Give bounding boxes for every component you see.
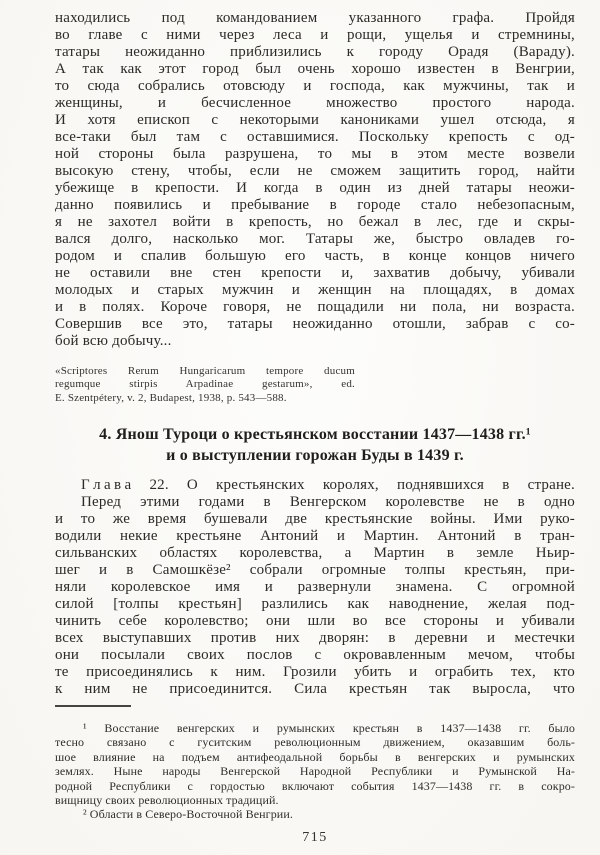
text-line: чинить себе королевство; они шли во все стороны и убивали — [55, 612, 575, 629]
text-line: убежище в крепости. И когда в один из дней татары неожи- — [55, 180, 575, 196]
text-line: сильванских областях королевства, а Мартин в земле Ньир- — [55, 544, 575, 561]
text-line: они посылали своих послов с окровавленным мечом, чтобы — [55, 646, 575, 663]
text-line: водили некие крестьяне Антоний и Мартин. Антоний в тран- — [55, 527, 575, 544]
text-line: шег и в Самошкёзе² собрали огромные толпы крестьян, при- — [55, 561, 575, 578]
text-line: regumque stirpis Arpadinae gestarum», ed. — [55, 378, 355, 391]
text-line: к ним не присоединится. Сила крестьян так выросла, что — [55, 680, 575, 697]
text-line: женщины, и бесчисленное множество простого народа. — [55, 95, 575, 111]
text-line: «Scriptores Rerum Hungaricarum tempore ducum — [55, 365, 355, 377]
text-line: E. Szentpétery, v. 2, Budapest, 1938, p. 543—588. — [55, 391, 287, 404]
page-content — [55, 10, 575, 846]
text-line: всех выступавших против них дворян: в деревни и местечки — [55, 629, 575, 646]
text-line: то сюда собрались отовсюду и господа, как мужчины, так и — [55, 78, 575, 94]
text-line: А так как этот город был очень хорошо известен в Венгрии, — [55, 61, 575, 77]
text-line: родной Республики с гордостью включают события 1437—1438 гг. в сокро- — [55, 778, 575, 793]
text-line: находились под командованием указанного графа. Пройдя — [55, 10, 575, 26]
text-line: и о выступлении горожан Буды в 1439 г. — [166, 446, 464, 464]
section-heading — [55, 424, 575, 466]
text-line: вался долго, насколько мог. Татары же, быстро овладев го- — [55, 231, 575, 247]
continuation-paragraph — [55, 10, 575, 350]
text-line: родом и спалив большую его часть, в конце концов ничего — [55, 248, 575, 264]
text-line: все-таки был там с оставшимися. Поскольку крепость с од- — [55, 129, 575, 145]
text-line: татары неожиданно приблизились к городу Орадя (Вараду). — [55, 44, 575, 60]
footnotes-block — [55, 721, 575, 822]
text-line: ¹ Восстание венгерских и румынских крестьян в 1437—1438 гг. было — [83, 720, 575, 735]
text-line: те присоединялись к ним. Грозили убить и ограбить тех, кто — [55, 663, 575, 680]
text-line: землях. Ныне народы Венгерской Народной Республики и Румынской На- — [55, 764, 575, 779]
text-line: Г л а в а 22. О крестьянских королях, поднявшихся в стране. — [81, 476, 575, 493]
text-line: ² Области в Северо-Восточной Венгрии. — [83, 807, 293, 822]
text-line: силой [толпы крестьян] разлились как наводнение, желая под- — [55, 595, 575, 612]
text-line: 4. Янош Туроци о крестьянском восстании 1437—1438 гг.¹ — [99, 425, 531, 443]
text-line: молодых и старых мужчин и женщин на площадях, в домах — [55, 282, 575, 298]
chapter-paragraph — [55, 477, 575, 698]
text-line: я не захотел войти в крепость, но бежал в лес, где и скры- — [55, 214, 575, 230]
text-line: и то же время бушевали две крестьянские войны. Ими руко- — [55, 510, 575, 527]
text-line: данно появились и пребывание в городе стало небезопасным, — [55, 197, 575, 213]
text-line: тесно связано с гуситским революционным движением, оказавшим боль- — [55, 735, 575, 750]
text-line: вищницу своих революционных традиций. — [55, 792, 279, 807]
page-number: 715 — [302, 829, 328, 845]
text-line: Перед этими годами в Венгерском королевстве не в одно — [81, 493, 575, 510]
text-line: Совершив все это, татары неожиданно отошли, забрав с со- — [55, 316, 575, 332]
text-line: И хотя епископ с некоторыми канониками ушел отсюда, я — [55, 112, 575, 128]
text-line: не оставили вне стен крепости и, захватив добычу, убивали — [55, 265, 575, 281]
text-line: бой всю добычу... — [55, 333, 172, 349]
text-line: и в полях. Короче говоря, не пощадили ни пола, ни возраста. — [55, 299, 575, 315]
text-line: во главе с ними через леса и рощи, ущелья и стремнины, — [55, 27, 575, 43]
text-line: шое влияние на подъем антифеодальной борьбы в венгерских и румынских — [55, 749, 575, 764]
text-line: няли королевское имя и развернули знамена. С огромной — [55, 578, 575, 595]
text-line: ной стороны была разрушена, то мы в этом месте возвели — [55, 146, 575, 162]
source-citation — [55, 365, 355, 405]
footnote-separator — [55, 705, 131, 707]
text-line: высокую стену, чтобы, если не сможем защитить город, найти — [55, 163, 575, 179]
